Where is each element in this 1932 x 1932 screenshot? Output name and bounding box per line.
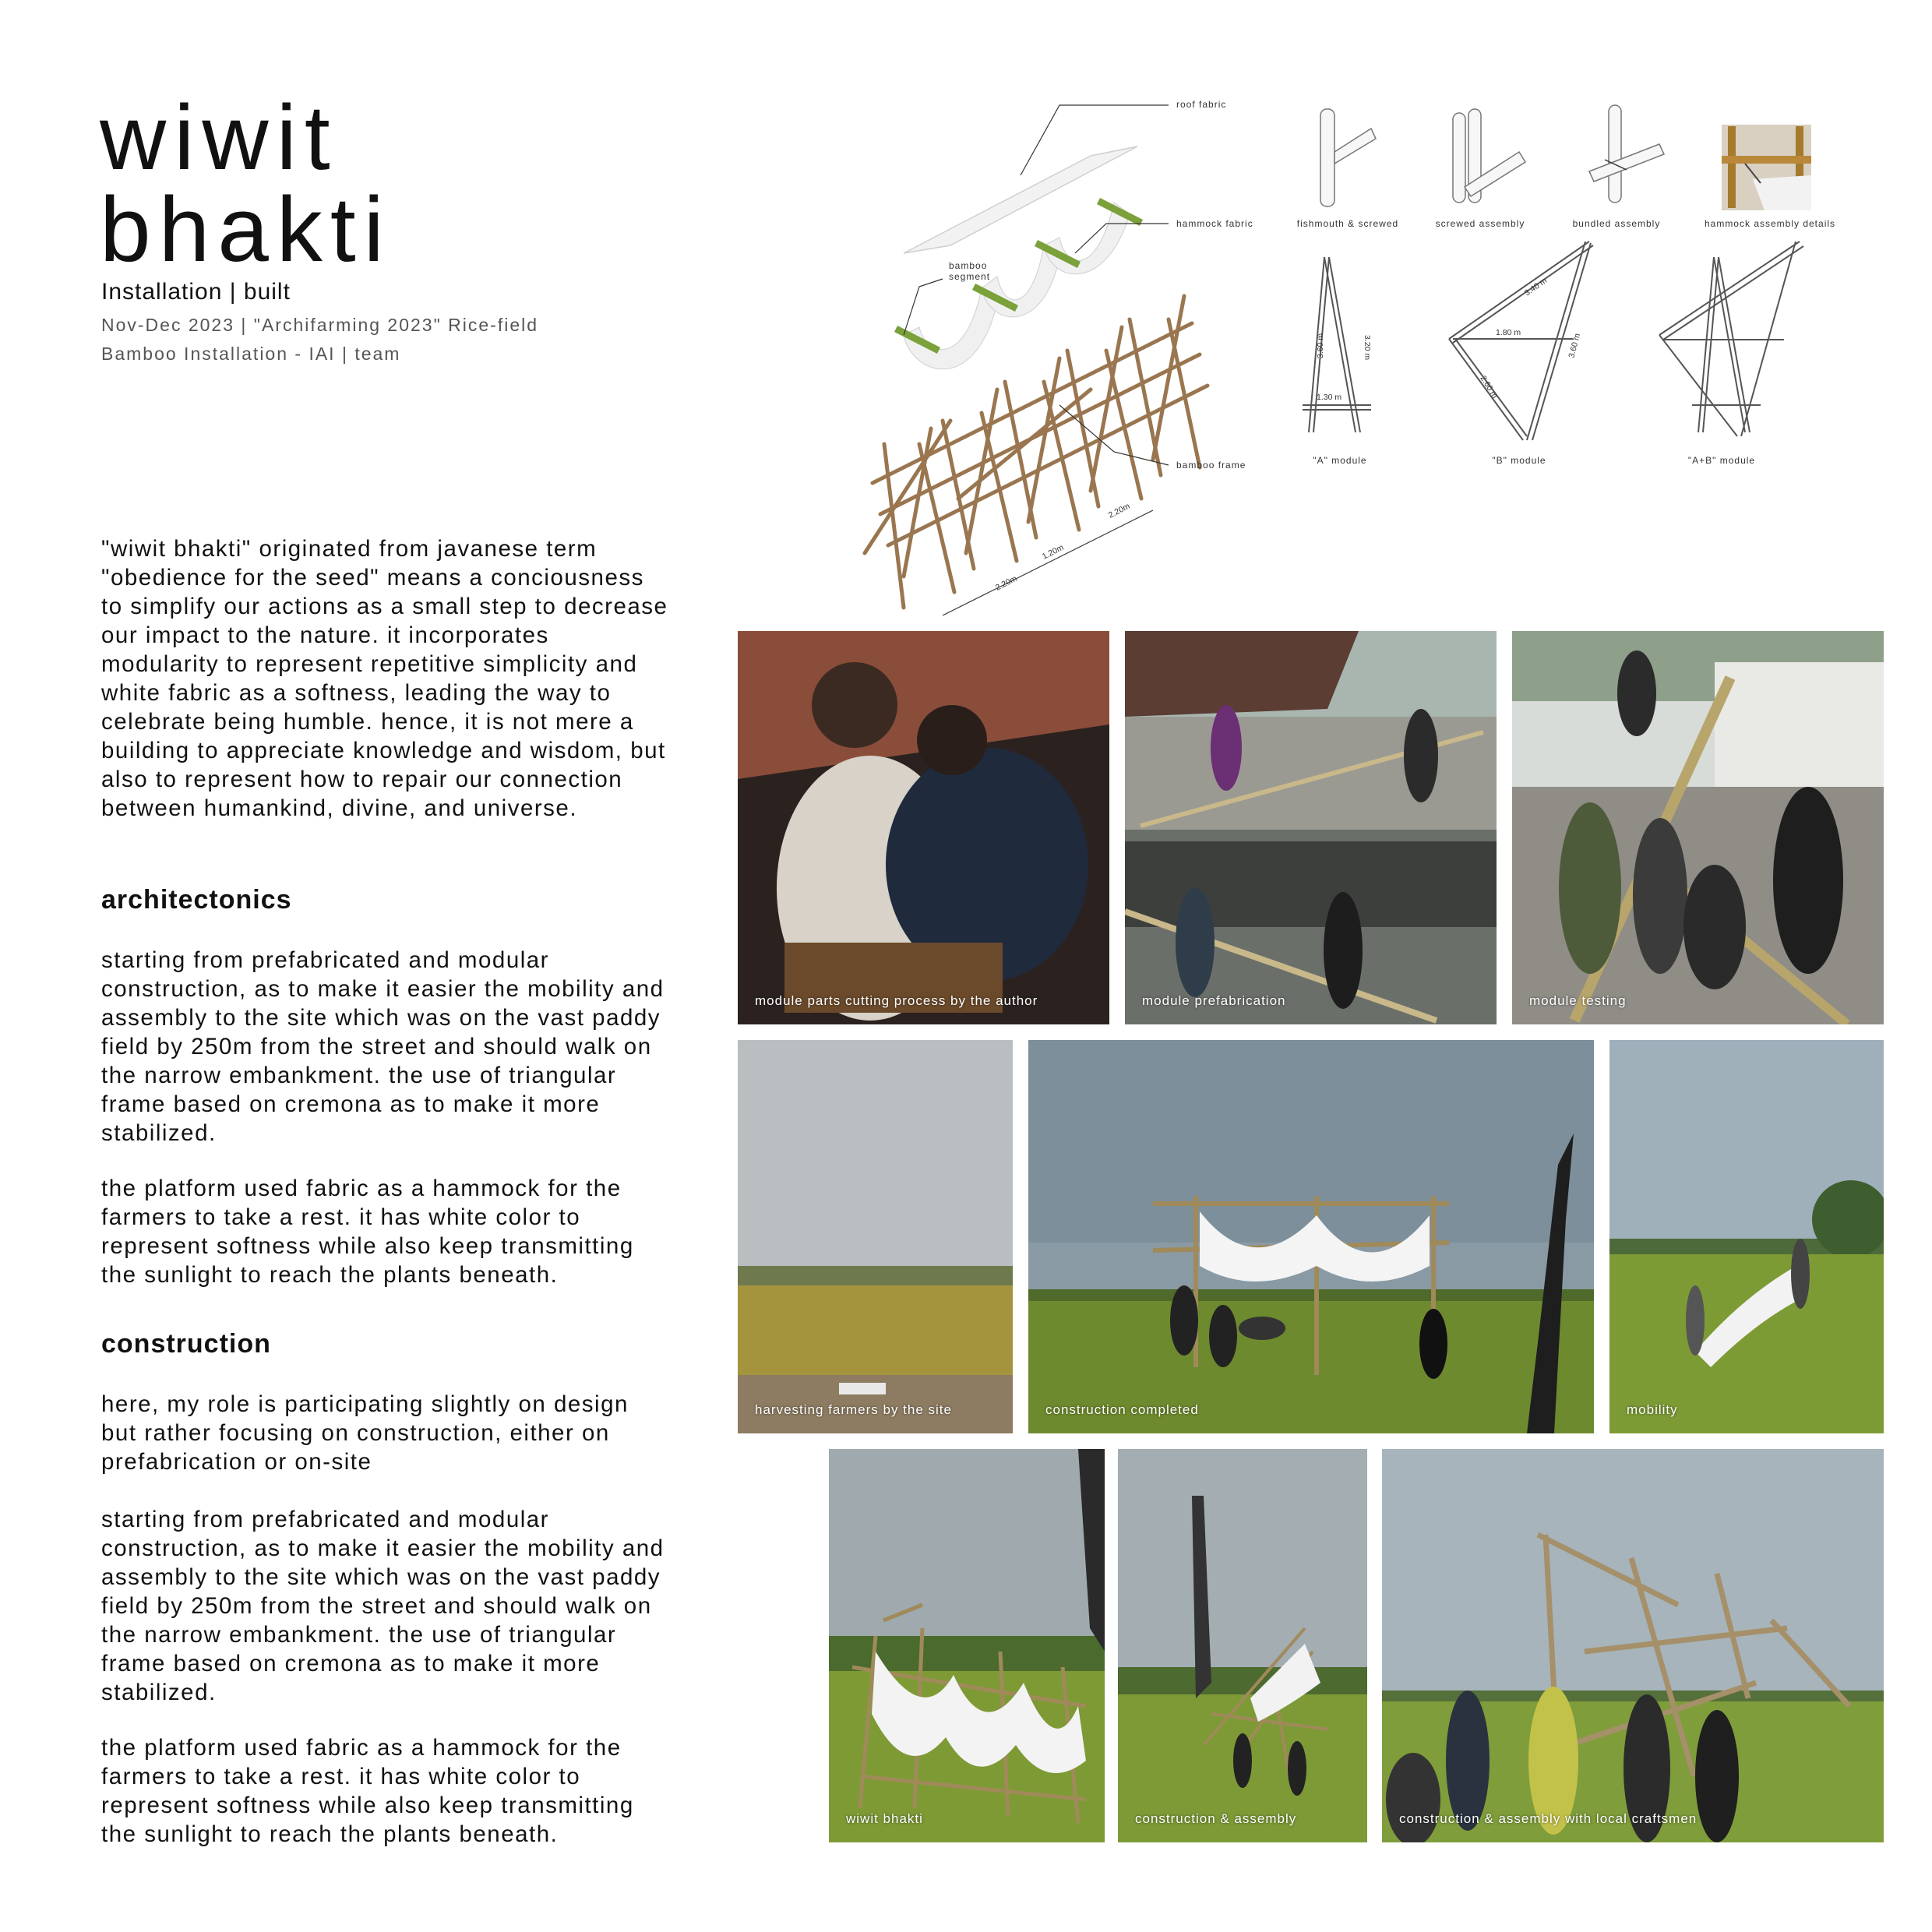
- dim-a-height-2: 3.20 m: [1363, 335, 1372, 361]
- label-joint-screwed: screwed assembly: [1435, 218, 1525, 229]
- label-joint-bundled: bundled assembly: [1572, 218, 1661, 229]
- caption-craftsmen: construction & assembly with local craftsmen: [1399, 1811, 1698, 1826]
- label-joint-fishmouth: fishmouth & screwed: [1296, 218, 1399, 229]
- photo-completed: [1028, 1040, 1594, 1433]
- intro-paragraph: "wiwit bhakti" originated from javanese term "obedience for the seed" means a conciousness to simplify our actions as a small step to decrease our impact to the nature. it incorporates modularity to represent repetitive simplicity and white fabric as a softness, leading the way to celebrate being humble. hence, it is not mere a building to appreciate knowledge and wisdom, but also to represent how to repair our connection between humankind, divine, and universe.: [101, 536, 668, 821]
- dim-a-height-1: 3.60 m: [1316, 333, 1325, 358]
- label-bamboo-segment-2: segment: [949, 271, 991, 282]
- photo-assembly: [1118, 1449, 1367, 1842]
- project-title: [100, 86, 392, 281]
- caption-completed: construction completed: [1045, 1402, 1199, 1417]
- hammock-fabric-drawing: [896, 201, 1169, 369]
- caption-prefab: module prefabrication: [1142, 993, 1286, 1008]
- architectonics-paragraph-2: the platform used fabric as a hammock for the farmers to take a rest. it has white color to represent softness while also keep transmitting the sunlight to reach the plants beneath.: [101, 1176, 634, 1288]
- title-line-1: wiwit: [100, 86, 338, 189]
- project-date-event: Nov-Dec 2023 | "Archifarming 2023" Rice-field: [101, 315, 539, 335]
- photo-craftsmen: [1382, 1449, 1884, 1842]
- photo-testing: [1512, 631, 1884, 1024]
- dim-b-diag: 2.60 m: [1478, 374, 1500, 400]
- caption-wiwit-bhakti: wiwit bhakti: [846, 1811, 923, 1826]
- dim-b-mid: 1.80 m: [1496, 328, 1521, 337]
- joint-hammock-detail-drawing: [1722, 125, 1811, 210]
- module-a-drawing: [1303, 257, 1371, 432]
- joint-fishmouth-drawing: [1320, 109, 1376, 206]
- photo-mobility: [1609, 1040, 1884, 1433]
- photo-cutting: [738, 631, 1109, 1024]
- construction-heading: construction: [101, 1329, 271, 1359]
- architectonics-heading: architectonics: [101, 885, 292, 915]
- joint-screwed-drawing: [1453, 109, 1525, 203]
- joint-bundled-drawing: [1589, 105, 1664, 203]
- project-type: Installation | built: [101, 279, 291, 305]
- dim-frame-3: 2.20m: [1106, 501, 1132, 520]
- label-bamboo-frame: bamboo frame: [1176, 460, 1246, 471]
- label-roof-fabric: roof fabric: [1176, 99, 1227, 110]
- caption-testing: module testing: [1529, 993, 1627, 1008]
- dim-frame-2: 1.20m: [1040, 542, 1066, 562]
- photo-harvest: [738, 1040, 1013, 1433]
- photo-prefab: [1125, 631, 1497, 1024]
- label-module-b: "B" module: [1492, 455, 1546, 466]
- caption-cutting: module parts cutting process by the author: [755, 993, 1038, 1008]
- dim-frame-1: 2.20m: [993, 573, 1019, 593]
- caption-mobility: mobility: [1627, 1402, 1678, 1417]
- dim-b-top: 3.40 m: [1522, 276, 1549, 298]
- label-module-ab: "A+B" module: [1687, 455, 1756, 466]
- label-joint-hammock: hammock assembly details: [1704, 218, 1836, 229]
- title-line-2: bhakti: [100, 178, 392, 281]
- dim-a-width: 1.30 m: [1317, 393, 1342, 402]
- caption-assembly: construction & assembly: [1135, 1811, 1297, 1826]
- technical-diagram: [857, 78, 1932, 623]
- caption-harvest: harvesting farmers by the site: [755, 1402, 952, 1417]
- label-hammock-fabric: hammock fabric: [1176, 218, 1253, 229]
- label-bamboo-segment-1: bamboo: [949, 260, 988, 271]
- dim-b-right: 3.60 m: [1567, 332, 1583, 359]
- photo-wiwit-bhakti: [829, 1449, 1105, 1842]
- roof-fabric-drawing: [904, 105, 1169, 253]
- label-module-a: "A" module: [1313, 455, 1367, 466]
- construction-paragraph-1: here, my role is participating slightly on design but rather focusing on construction, either on prefabrication or on-site: [101, 1391, 629, 1475]
- architectonics-paragraph-1: starting from prefabricated and modular construction, as to make it easier the mobility and assembly to the site which was on the vast paddy field by 250m from the street and should walk on the narrow embankment. the use of triangular frame based on cremona as to make it more stabilized.: [101, 947, 665, 1146]
- project-category-team: Bamboo Installation - IAI | team: [101, 344, 401, 364]
- module-ab-drawing: [1659, 242, 1803, 436]
- construction-paragraph-3: the platform used fabric as a hammock for the farmers to take a rest. it has white color to represent softness while also keep transmitting the sunlight to reach the plants beneath.: [101, 1735, 634, 1847]
- construction-paragraph-2: starting from prefabricated and modular construction, as to make it easier the mobility and assembly to the site which was on the vast paddy field by 250m from the street and should walk on the narrow embankment. the use of triangular frame based on cremona as to make it more stabilized.: [101, 1507, 665, 1705]
